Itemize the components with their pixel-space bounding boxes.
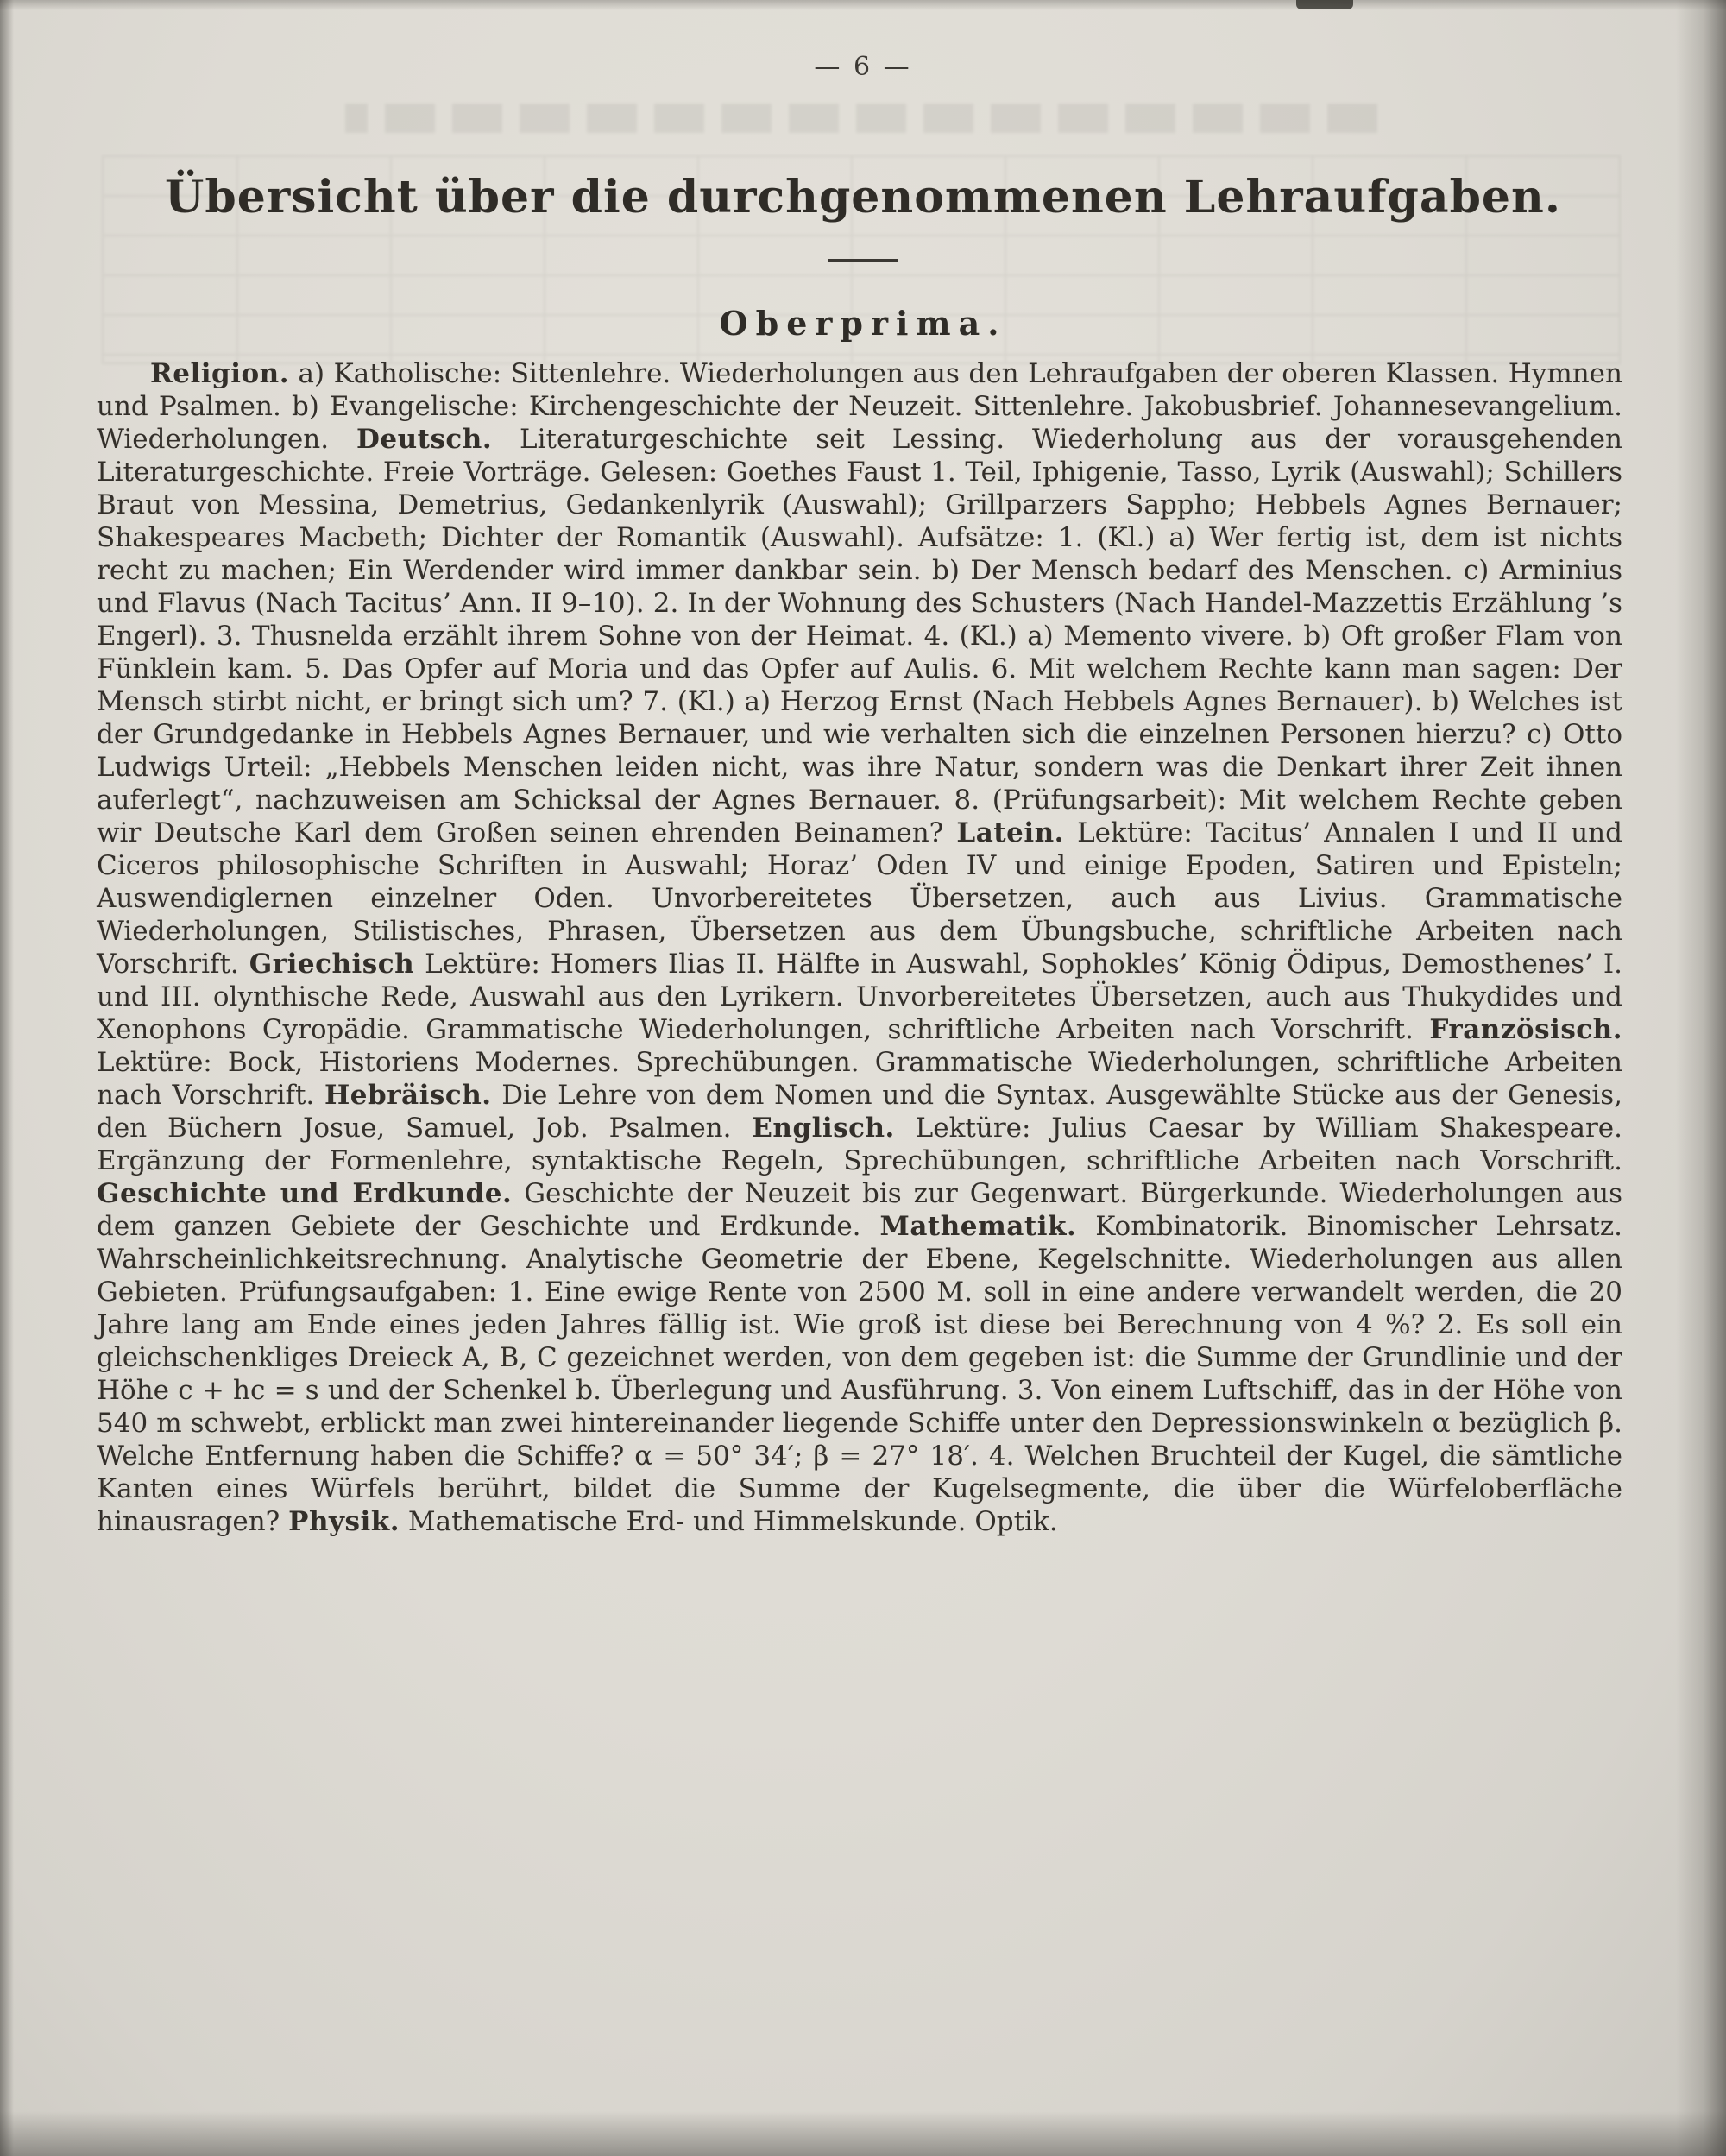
subject-label: Deutsch. xyxy=(356,424,493,455)
subject-label: Englisch. xyxy=(752,1113,895,1144)
body-segment: a) Katholische: Sittenlehre. Wiederholungen aus den Lehraufgaben der oberen Klassen. Hymnen und Psalmen. b) Evangelische: Kirchengeschichte der Neuzeit. Sittenlehre. Jakobusbrief. Johannesevangelium. Wiederholungen. xyxy=(97,358,1622,455)
body-segment: Die Lehre von dem Nomen und die Syntax. Ausgewählte Stücke aus der Genesis, den Büchern Josue, Samuel, Job. Psalmen. xyxy=(97,1080,1622,1144)
body-text xyxy=(97,357,1622,1538)
subject-label: Latein. xyxy=(956,817,1064,848)
subject-label: Geschichte und Erdkunde. xyxy=(97,1178,513,1209)
body-segment: Lektüre: Julius Caesar by William Shakespeare. Ergänzung der Formenlehre, syntaktische Regeln, Sprechübungen, schriftliche Arbeiten nach Vorschrift. xyxy=(97,1113,1622,1176)
page-title: Übersicht über die durchgenommenen Lehraufgaben. xyxy=(165,171,1561,224)
title-divider-rule xyxy=(828,259,898,262)
subject-label: Französisch. xyxy=(1429,1014,1622,1045)
scan-edge-bottom xyxy=(0,2111,1726,2156)
body-segment: Mathematische Erd- und Himmelskunde. Optik. xyxy=(400,1506,1058,1537)
subject-label: Physik. xyxy=(288,1506,400,1537)
scan-artifact-mark xyxy=(1296,0,1353,9)
body-segment: Literaturgeschichte seit Lessing. Wiederholung aus der vorausgehenden Literaturgeschichte. Freie Vorträge. Gelesen: Goethes Faust 1. Teil, Iphigenie, Tasso, Lyrik (Auswahl); Schillers Braut von Messina, Demetrius, Gedankenlyrik (Auswahl); Grillparzers Sappho; Hebbels Agnes Bernauer; Shakespeares Macbeth; Dichter der Romantik (Auswahl). Aufsätze: 1. (Kl.) a) Wer fertig ist, dem ist nichts recht zu machen; Ein Werdender wird immer dankbar sein. b) Der Mensch bedarf des Menschen. c) Arminius und Flavus (Nach Tacitus’ Ann. II 9–10). 2. In der Wohnung des Schusters (Nach Handel-Mazzettis Erzählung ’s Engerl). 3. Thusnelda erzählt ihrem Sohne von der Heimat. 4. (Kl.) a) Memento vivere. b) Oft großer Flam von Fünklein kam. 5. Das Opfer auf Moria und das Opfer auf Aulis. 6. Mit welchem Rechte kann man sagen: Der Mensch stirbt nicht, er bringt sich um? 7. (Kl.) a) Herzog Ernst (Nach Hebbels Agnes Bernauer). b) Welches ist der Grundgedanke in Hebbels Agnes Bernauer, und wie verhalten sich die einzelnen Personen hierzu? c) Otto Ludwigs Urteil: „Hebbels Menschen leiden nicht, was ihre Natur, sondern was die Denkart ihrer Zeit ihnen auferlegt“, nachzuweisen am Schicksal der Agnes Bernauer. 8. (Prüfungsarbeit): Mit welchem Rechte geben wir Deutsche Karl dem Großen seinen ehrenden Beinamen? xyxy=(97,424,1622,848)
page-number: — 6 — xyxy=(814,52,912,82)
section-heading-oberprima: Oberprima. xyxy=(719,304,1007,343)
subject-label: Religion. xyxy=(150,358,289,389)
bleedthrough-heading xyxy=(345,104,1378,133)
body-segment: Lektüre: Bock, Historiens Modernes. Sprechübungen. Grammatische Wiederholungen, schriftliche Arbeiten nach Vorschrift. xyxy=(97,1047,1622,1111)
subject-label: Hebräisch. xyxy=(324,1080,492,1111)
subject-label: Mathematik. xyxy=(879,1211,1077,1242)
body-segment: Kombinatorik. Binomischer Lehrsatz. Wahrscheinlichkeitsrechnung. Analytische Geometrie der Ebene, Kegelschnitte. Wiederholungen aus allen Gebieten. Prüfungsaufgaben: 1. Eine ewige Rente von 2500 M. soll in eine andere verwandelt werden, die 20 Jahre lang am Ende eines jeden Jahres fällig ist. Wie groß ist diese bei Berechnung von 4 %? 2. Es soll ein gleichschenkliges Dreieck A, B, C gezeichnet werden, von dem gegeben ist: die Summe der Grundlinie und der Höhe c + hc = s und der Schenkel b. Überlegung und Ausführung. 3. Von einem Luftschiff, das in der Höhe von 540 m schwebt, erblickt man zwei hintereinander liegende Schiffe unter den Depressionswinkeln α bezüglich β. Welche Entfernung haben die Schiffe? α = 50° 34′; β = 27° 18′. 4. Welchen Bruchteil der Kugel, die sämtliche Kanten eines Würfels berührt, bildet die Summe der Kugelsegmente, die über die Würfeloberfläche hinausragen? xyxy=(97,1211,1623,1537)
body-segment: Lektüre: Tacitus’ Annalen I und II und Ciceros philosophische Schriften in Auswahl; Horaz’ Oden IV und einige Epoden, Satiren und Episteln; Auswendiglernen einzelner Oden. Unvorbereitetes Übersetzen, auch aus Livius. Grammatische Wiederholungen, Stilistisches, Phrasen, Übersetzen aus dem Übungsbuche, schriftliche Arbeiten nach Vorschrift. xyxy=(97,817,1622,980)
body-segment: Lektüre: Homers Ilias II. Hälfte in Auswahl, Sophokles’ König Ödipus, Demosthenes’ I. und III. olynthische Rede, Auswahl aus den Lyrikern. Unvorbereitetes Übersetzen, auch aus Thukydides und Xenophons Cyropädie. Grammatische Wiederholungen, schriftliche Arbeiten nach Vorschrift. xyxy=(97,949,1622,1045)
body-segment: Geschichte der Neuzeit bis zur Gegenwart. Bürgerkunde. Wiederholungen aus dem ganzen Gebiete der Geschichte und Erdkunde. xyxy=(97,1178,1622,1242)
scan-edge-top xyxy=(0,0,1726,10)
subject-label: Griechisch xyxy=(249,949,415,980)
